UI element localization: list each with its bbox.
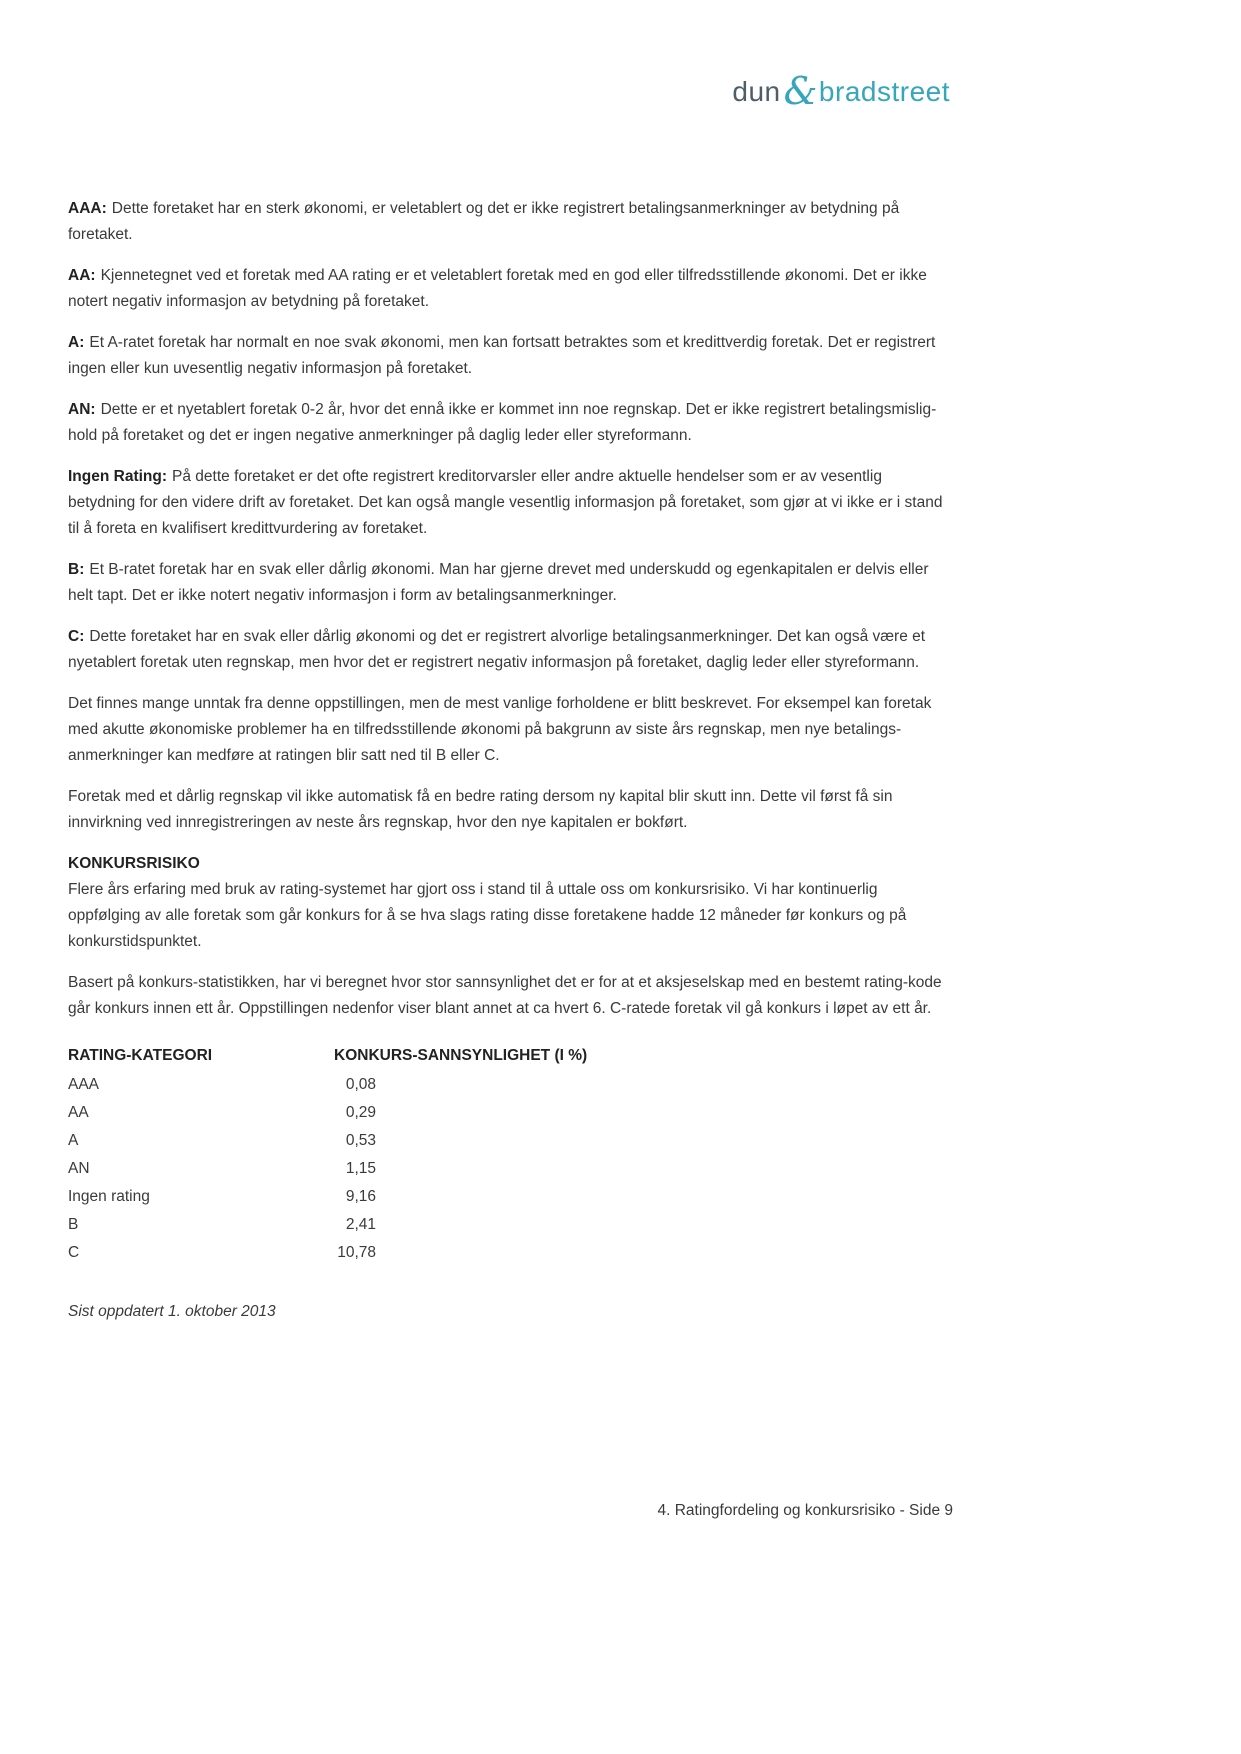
paragraph-konkursrisiko-2: Basert på konkurs-statistikken, har vi beregnet hvor stor sannsynlighet det er for at et aksjeselskap med en bestemt rating-kode går konkurs innen ett år. Oppstillingen nedenfor viser blant annet at ca hvert 6. C-ratede foretak vil gå konkurs i løpet av ett år. [68, 974, 942, 1017]
probability-value: 0,29 [345, 1104, 376, 1121]
paragraph-label: AA: [68, 267, 96, 284]
paragraph-text: Dette foretaket har en sterk økonomi, er veletablert og det er ikke registrert betalingsanmerkninger av betydning på foretaket. [68, 200, 900, 243]
table-row [68, 1155, 953, 1183]
logo-ampersand-icon: & [783, 69, 818, 113]
paragraph-text: Et A-ratet foretak har normalt en noe svak økonomi, men kan fortsatt betraktes som et kredittverdig foretak. Det er registrert ingen eller kun uvesentlig negativ informasjon på foretaket. [68, 334, 936, 377]
probability-value: 2,41 [345, 1216, 376, 1233]
paragraph-label: Ingen Rating: [68, 468, 168, 485]
column-header-rating-kategori: RATING-KATEGORI [68, 1047, 213, 1064]
rating-table [68, 1042, 953, 1267]
rating-category: AAA [68, 1076, 100, 1093]
last-updated-note: Sist oppdatert 1. oktober 2013 [68, 1303, 276, 1320]
rating-category: B [68, 1216, 79, 1233]
dun-bradstreet-logo [732, 68, 950, 112]
table-row [68, 1211, 953, 1239]
paragraph-kapital [68, 784, 953, 836]
probability-value: 1,15 [345, 1160, 376, 1177]
paragraph-text: Et B-ratet foretak har en svak eller dårlig økonomi. Man har gjerne drevet med underskudd og egenkapitalen er delvis eller helt tapt. Det er ikke notert negativ informasjon i form av betalingsanmerkninger. [68, 561, 929, 604]
rating-category: A [68, 1132, 79, 1149]
paragraph-unntak [68, 691, 953, 769]
paragraph-text: Kjennetegnet ved et foretak med AA rating er et veletablert foretak med en god eller tilfredsstillende økonomi. Det er ikke notert negativ informasjon av betydning på foretaket. [68, 267, 927, 310]
probability-value: 0,53 [345, 1132, 376, 1149]
table-row [68, 1183, 953, 1211]
logo-text-bradstreet: bradstreet [818, 76, 950, 107]
document-content [68, 196, 953, 1341]
paragraph-label: B: [68, 561, 85, 578]
probability-value: 9,16 [345, 1188, 376, 1205]
paragraph-c [68, 624, 953, 676]
probability-value: 0,08 [345, 1076, 376, 1093]
paragraph-an [68, 397, 953, 449]
paragraph-label: A: [68, 334, 85, 351]
table-row [68, 1127, 953, 1155]
paragraph-b [68, 557, 953, 609]
paragraph-a [68, 330, 953, 382]
paragraph-text: Det finnes mange unntak fra denne oppstillingen, men de mest vanlige forholdene er blitt beskrevet. For eksempel kan foretak med akutte økonomiske problemer ha en tilfredsstillende økonomi på bakgrunn av siste års regnskap, men nye betalings- anmerkninger kan medføre at ratingen blir satt ned til B eller C. [68, 695, 932, 764]
paragraph-text: Dette foretaket har en svak eller dårlig økonomi og det er registrert alvorlige betalingsanmerkninger. Det kan også være et nyetablert foretak uten regnskap, men hvor det er registrert negativ informasjon på foretaket, daglig leder eller styreformann. [68, 628, 926, 671]
table-row [68, 1071, 953, 1099]
rating-table-header [68, 1042, 953, 1070]
paragraph-konkursrisiko-1: Flere års erfaring med bruk av rating-systemet har gjort oss i stand til å uttale oss om konkursrisiko. Vi har kontinuerlig oppfølging av alle foretak som går konkurs for å se hva slags rating disse foretakene hadde 12 måneder før konkurs og på konkurstidspunktet. [68, 881, 907, 950]
paragraph-text: På dette foretaket er det ofte registrert kreditorvarsler eller andre aktuelle hendelser som er av vesentlig betydning for den videre drift av foretaket. Det kan også mangle vesentlig informasjon på foretaket, som gjør at vi ikke er i stand til å foreta en kvalifisert kredittvurdering av foretaket. [68, 468, 943, 537]
rating-category: AA [68, 1104, 89, 1121]
paragraph-ingen-rating [68, 464, 953, 542]
paragraph-text: Foretak med et dårlig regnskap vil ikke automatisk få en bedre rating dersom ny kapital blir skutt inn. Dette vil først få sin innvirkning ved innregistreringen av neste års regnskap, hvor den nye kapitalen er bokført. [68, 788, 893, 831]
logo-text-dun: dun [732, 76, 781, 107]
rating-category: C [68, 1244, 80, 1261]
paragraph-label: C: [68, 628, 85, 645]
paragraph-label: AAA: [68, 200, 107, 217]
footer-text: 4. Ratingfordeling og konkursrisiko - Side 9 [657, 1502, 953, 1519]
paragraph-aa [68, 263, 953, 315]
paragraph-label: AN: [68, 401, 96, 418]
table-row [68, 1239, 953, 1267]
table-row [68, 1099, 953, 1127]
probability-value: 10,78 [337, 1244, 376, 1261]
rating-category: Ingen rating [68, 1188, 150, 1205]
column-header-konkurs-sannsynlighet: KONKURS-SANNSYNLIGHET (I %) [334, 1047, 588, 1064]
page-footer [68, 1498, 953, 1524]
paragraph-aaa [68, 196, 953, 248]
section-heading-konkursrisiko: KONKURSRISIKO [68, 855, 200, 872]
paragraph-text: Dette er et nyetablert foretak 0-2 år, hvor det ennå ikke er kommet inn noe regnskap. Det er ikke registrert betalingsmislig- hold på foretaket og det er ingen negative anmerkninger på daglig leder eller styreformann. [68, 401, 937, 444]
rating-category: AN [68, 1160, 90, 1177]
